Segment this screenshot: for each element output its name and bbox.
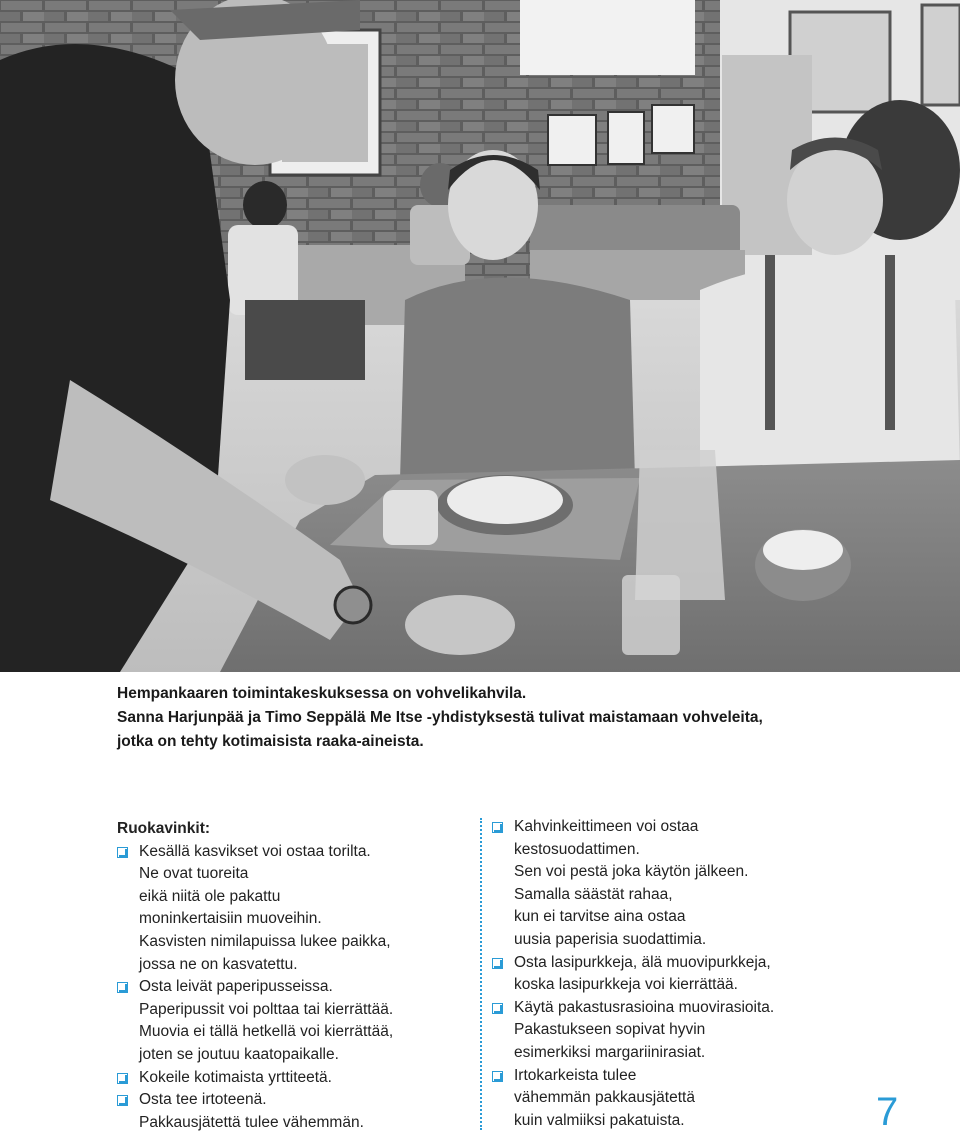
tip-item <box>492 816 822 952</box>
checkbox-bullet-icon <box>117 1073 128 1084</box>
tip-line: uusia paperisia suodattimia. <box>514 930 707 948</box>
tip-line: Käytä pakastusrasioina muovirasioita. <box>514 998 775 1016</box>
checkbox-bullet-icon <box>117 982 128 993</box>
tip-line: Samalla säästät rahaa, <box>514 885 673 903</box>
tip-item <box>492 997 822 1065</box>
photo-caption <box>117 682 917 754</box>
tip-item <box>492 1065 822 1133</box>
tip-line: Ne ovat tuoreita <box>139 865 249 883</box>
tip-line: Osta tee irtoteenä. <box>139 1091 267 1109</box>
tip-line: esimerkiksi margariinirasiat. <box>514 1043 706 1061</box>
tip-line: kuin valmiiksi pakatuista. <box>514 1111 685 1129</box>
tip-line: Paperipussit voi polttaa tai kierrättää. <box>139 1000 394 1018</box>
caption-line: Sanna Harjunpää ja Timo Seppälä Me Itse -yhdistyksestä tulivat maistamaan vohveleita, <box>117 709 763 726</box>
tips-left-column <box>117 818 467 1134</box>
tips-right-column <box>492 816 822 1132</box>
tip-line: Pakastukseen sopivat hyvin <box>514 1021 706 1039</box>
tip-item <box>117 841 467 977</box>
checkbox-bullet-icon <box>117 847 128 858</box>
tip-line: eikä niitä ole pakattu <box>139 887 281 905</box>
tip-line: moninkertaisiin muoveihin. <box>139 910 322 928</box>
tip-item <box>117 1089 467 1134</box>
checkbox-bullet-icon <box>492 1003 503 1014</box>
tip-line: joten se joutuu kaatopaikalle. <box>139 1045 339 1063</box>
tip-line: Kahvinkeittimeen voi ostaa <box>514 818 699 835</box>
tip-line: Muovia ei tällä hetkellä voi kierrättää, <box>139 1023 394 1041</box>
caption-line: jotka on tehty kotimaisista raaka-aineista. <box>117 733 424 750</box>
tip-line: vähemmän pakkausjätettä <box>514 1089 695 1107</box>
tip-line: Osta lasipurkkeja, älä muovipurkkeja, <box>514 953 771 971</box>
tip-item <box>117 1067 467 1090</box>
tip-line: Osta leivät paperipusseissa. <box>139 978 333 996</box>
checkbox-bullet-icon <box>492 958 503 969</box>
caption-line: Hempankaaren toimintakeskuksessa on vohvelikahvila. <box>117 685 527 702</box>
tip-line: Irtokarkeista tulee <box>514 1066 637 1084</box>
tip-line: Kokeile kotimaista yrttiteetä. <box>139 1068 332 1086</box>
tip-line: jossa ne on kasvatettu. <box>139 955 298 973</box>
tip-line: kestosuodattimen. <box>514 840 640 858</box>
column-divider <box>480 818 482 1130</box>
tip-line: Kasvisten nimilapuissa lukee paikka, <box>139 932 391 950</box>
tip-line: Sen voi pestä joka käytön jälkeen. <box>514 863 749 881</box>
checkbox-bullet-icon <box>492 1071 503 1082</box>
tip-line: Pakkausjätettä tulee vähemmän. <box>139 1113 364 1131</box>
checkbox-bullet-icon <box>117 1095 128 1106</box>
page-number: 7 <box>876 1090 899 1134</box>
tip-line: Kesällä kasvikset voi ostaa torilta. <box>139 842 371 860</box>
tip-line: kun ei tarvitse aina ostaa <box>514 908 686 926</box>
tip-line: koska lasipurkkeja voi kierrättää. <box>514 976 738 994</box>
checkbox-bullet-icon <box>492 822 503 833</box>
tip-item <box>492 952 822 997</box>
tip-item <box>117 976 467 1066</box>
tips-heading: Ruokavinkit: <box>117 820 211 837</box>
